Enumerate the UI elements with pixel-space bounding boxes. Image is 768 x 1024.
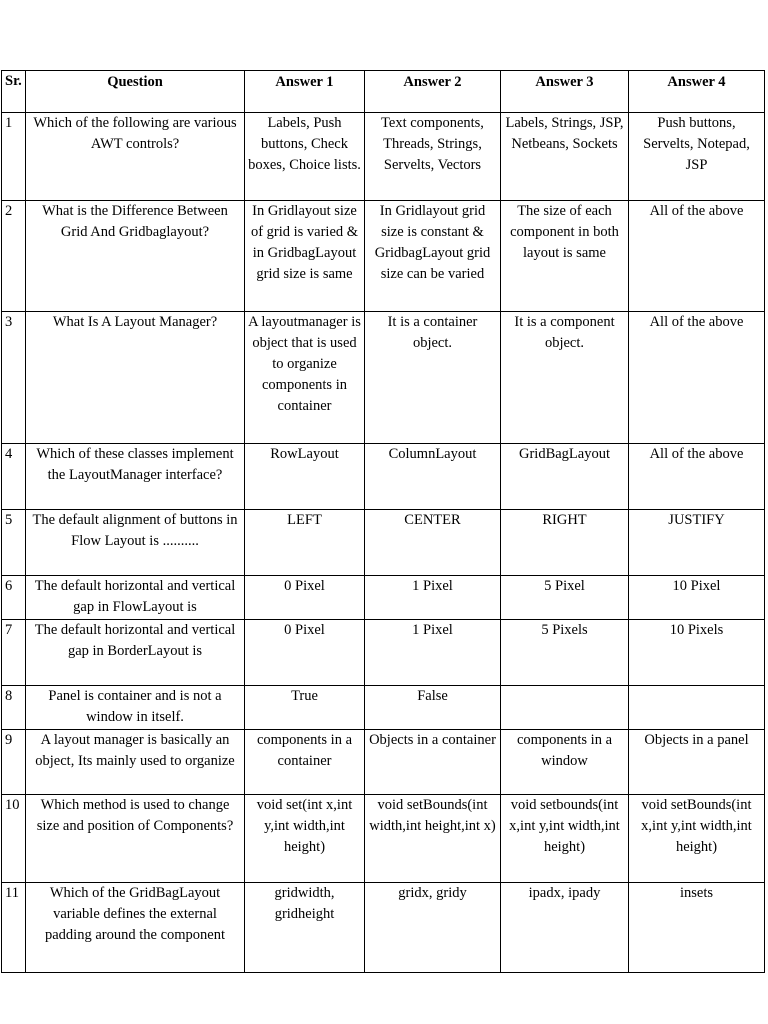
table-row [2, 883, 765, 973]
row-answer-3: RIGHT [501, 510, 629, 576]
quiz-table [1, 70, 765, 973]
row-answer-4: All of the above [629, 312, 765, 444]
row-answer-4: JUSTIFY [629, 510, 765, 576]
row-answer-3: void setbounds(int x,int y,int width,int height) [501, 795, 629, 883]
row-question: Panel is container and is not a window in itself. [26, 686, 245, 730]
row-answer-2: Objects in a container [365, 730, 501, 795]
row-question: What Is A Layout Manager? [26, 312, 245, 444]
row-answer-4: void setBounds(int x,int y,int width,int height) [629, 795, 765, 883]
row-answer-2: gridx, gridy [365, 883, 501, 973]
row-answer-2: In Gridlayout grid size is constant & GridbagLayout grid size can be varied [365, 201, 501, 312]
row-answer-4: 10 Pixel [629, 576, 765, 620]
row-answer-3: GridBagLayout [501, 444, 629, 510]
row-answer-2: It is a container object. [365, 312, 501, 444]
row-answer-3: The size of each component in both layout is same [501, 201, 629, 312]
row-answer-3: Labels, Strings, JSP, Netbeans, Sockets [501, 113, 629, 201]
row-sr: 2 [2, 201, 26, 312]
row-answer-4: All of the above [629, 201, 765, 312]
row-question: Which of these classes implement the LayoutManager interface? [26, 444, 245, 510]
row-sr: 5 [2, 510, 26, 576]
header-question: Question [26, 71, 245, 113]
row-question: The default alignment of buttons in Flow Layout is .......... [26, 510, 245, 576]
row-answer-2: Text components, Threads, Strings, Servelts, Vectors [365, 113, 501, 201]
row-answer-3: 5 Pixel [501, 576, 629, 620]
table-row [2, 795, 765, 883]
row-answer-1: gridwidth, gridheight [245, 883, 365, 973]
row-question: Which of the following are various AWT controls? [26, 113, 245, 201]
row-sr: 7 [2, 620, 26, 686]
header-answer-4: Answer 4 [629, 71, 765, 113]
row-answer-3: It is a component object. [501, 312, 629, 444]
table-row [2, 312, 765, 444]
row-answer-4 [629, 686, 765, 730]
row-question: The default horizontal and vertical gap in FlowLayout is [26, 576, 245, 620]
row-answer-2: CENTER [365, 510, 501, 576]
row-question: Which of the GridBagLayout variable defines the external padding around the component [26, 883, 245, 973]
row-question: A layout manager is basically an object, Its mainly used to organize [26, 730, 245, 795]
header-sr: Sr. [2, 71, 26, 113]
header-answer-3: Answer 3 [501, 71, 629, 113]
row-answer-2: 1 Pixel [365, 576, 501, 620]
row-answer-2: 1 Pixel [365, 620, 501, 686]
header-answer-2: Answer 2 [365, 71, 501, 113]
row-answer-1: 0 Pixel [245, 620, 365, 686]
row-sr: 9 [2, 730, 26, 795]
row-sr: 10 [2, 795, 26, 883]
table-row [2, 510, 765, 576]
table-row [2, 730, 765, 795]
row-answer-1: RowLayout [245, 444, 365, 510]
table-row [2, 620, 765, 686]
header-row [2, 71, 765, 113]
row-sr: 1 [2, 113, 26, 201]
table-row [2, 113, 765, 201]
table-row [2, 576, 765, 620]
row-answer-2: ColumnLayout [365, 444, 501, 510]
row-answer-3: components in a window [501, 730, 629, 795]
row-answer-2: void setBounds(int width,int height,int x) [365, 795, 501, 883]
row-answer-4: All of the above [629, 444, 765, 510]
row-answer-1: A layoutmanager is object that is used to organize components in container [245, 312, 365, 444]
table-row [2, 686, 765, 730]
row-answer-1: In Gridlayout size of grid is varied & in GridbagLayout grid size is same [245, 201, 365, 312]
row-answer-4: insets [629, 883, 765, 973]
header-answer-1: Answer 1 [245, 71, 365, 113]
row-answer-1: Labels, Push buttons, Check boxes, Choice lists. [245, 113, 365, 201]
row-question: The default horizontal and vertical gap in BorderLayout is [26, 620, 245, 686]
row-question: What is the Difference Between Grid And Gridbaglayout? [26, 201, 245, 312]
row-answer-3: 5 Pixels [501, 620, 629, 686]
row-sr: 8 [2, 686, 26, 730]
row-answer-1: 0 Pixel [245, 576, 365, 620]
row-question: Which method is used to change size and position of Components? [26, 795, 245, 883]
table-row [2, 444, 765, 510]
row-answer-1: True [245, 686, 365, 730]
row-sr: 6 [2, 576, 26, 620]
row-answer-4: 10 Pixels [629, 620, 765, 686]
row-answer-1: components in a container [245, 730, 365, 795]
row-answer-3: ipadx, ipady [501, 883, 629, 973]
row-answer-4: Objects in a panel [629, 730, 765, 795]
row-sr: 11 [2, 883, 26, 973]
row-answer-1: void set(int x,int y,int width,int height) [245, 795, 365, 883]
row-answer-3 [501, 686, 629, 730]
row-sr: 3 [2, 312, 26, 444]
table-row [2, 201, 765, 312]
row-sr: 4 [2, 444, 26, 510]
row-answer-2: False [365, 686, 501, 730]
row-answer-1: LEFT [245, 510, 365, 576]
row-answer-4: Push buttons, Servelts, Notepad, JSP [629, 113, 765, 201]
